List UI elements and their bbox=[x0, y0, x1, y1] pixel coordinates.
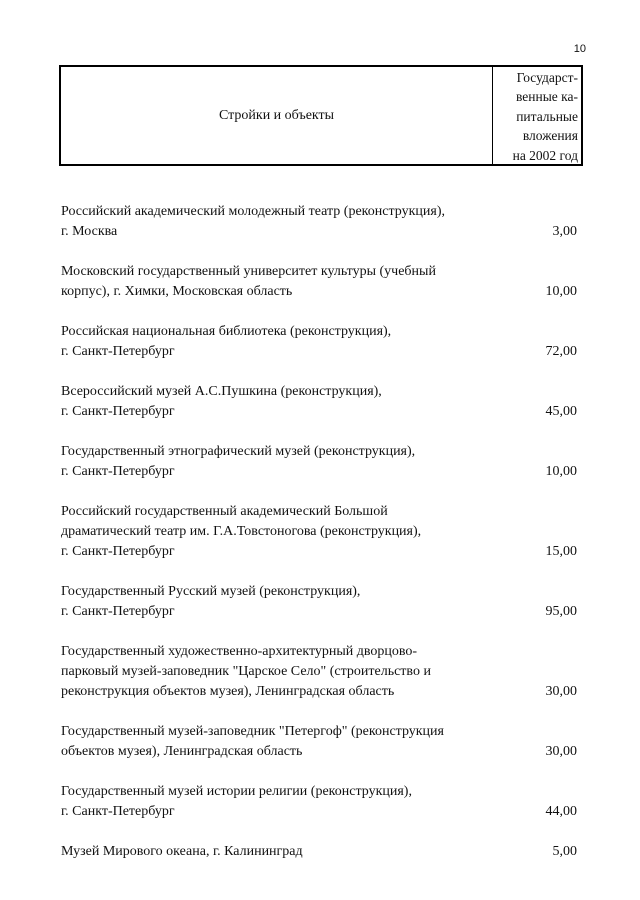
entry-title bbox=[61, 382, 581, 422]
entry-title-line: г. Москва bbox=[61, 224, 118, 239]
entry-title-line: г. Санкт-Петербург bbox=[61, 344, 175, 359]
entry-title-line: г. Санкт-Петербург bbox=[61, 464, 175, 479]
list-item bbox=[61, 782, 581, 822]
list-item bbox=[61, 842, 581, 862]
entry-title-line: Музей Мирового океана, г. Калининград bbox=[61, 844, 303, 859]
list-item bbox=[61, 582, 581, 622]
table-header bbox=[59, 65, 583, 166]
entry-title-line: драматический театр им. Г.А.Товстоногова (реконструкция), bbox=[61, 524, 422, 539]
entry-title-line: Российская национальная библиотека (реконструкция), bbox=[61, 324, 392, 339]
column-header-line: Государст- bbox=[516, 70, 578, 85]
entry-title-line: Российский академический молодежный театр (реконструкция), bbox=[61, 204, 445, 219]
entry-title bbox=[61, 502, 581, 562]
entry-title-line: Государственный этнографический музей (реконструкция), bbox=[61, 444, 416, 459]
list-item bbox=[61, 322, 581, 362]
column-header-objects: Стройки и объекты bbox=[218, 107, 335, 123]
entry-title-line: парковый музей-заповедник "Царское Село" (строительство и bbox=[61, 664, 431, 679]
entry-title bbox=[61, 262, 581, 302]
entry-title-line: Государственный музей истории религии (реконструкция), bbox=[61, 784, 412, 799]
entry-title-line: г. Санкт-Петербург bbox=[61, 544, 175, 559]
list-item bbox=[61, 382, 581, 422]
entry-title bbox=[61, 722, 581, 762]
entry-value: 5,00 bbox=[552, 844, 577, 859]
entry-title-line: объектов музея), Ленинградская область bbox=[61, 744, 303, 759]
entry-value: 45,00 bbox=[545, 404, 577, 419]
entry-title bbox=[61, 202, 581, 242]
entry-title-line: Государственный художественно-архитектурный дворцово- bbox=[61, 644, 418, 659]
column-header-line: венные ка- bbox=[515, 89, 578, 105]
entry-value: 10,00 bbox=[545, 284, 577, 299]
list-item bbox=[61, 722, 581, 762]
entry-title bbox=[61, 322, 581, 362]
entry-value: 72,00 bbox=[545, 344, 577, 359]
entry-title bbox=[61, 842, 581, 862]
entry-title-line: г. Санкт-Петербург bbox=[61, 804, 175, 819]
entry-value: 30,00 bbox=[545, 744, 577, 759]
entry-title-line: г. Санкт-Петербург bbox=[61, 404, 175, 419]
entry-title-line: корпус), г. Химки, Московская область bbox=[61, 284, 293, 299]
column-header-line: на 2002 год bbox=[512, 147, 578, 163]
entry-title-line: реконструкция объектов музея), Ленинградская область bbox=[61, 684, 395, 699]
entry-title-line: Российский государственный академический Большой bbox=[61, 504, 388, 519]
entry-value: 95,00 bbox=[545, 604, 577, 619]
entries-list bbox=[61, 202, 581, 862]
entry-title bbox=[61, 782, 581, 822]
entry-title bbox=[61, 442, 581, 482]
list-item bbox=[61, 202, 581, 242]
entry-value: 30,00 bbox=[545, 684, 577, 699]
page-number: 10 bbox=[573, 43, 586, 55]
entry-title-line: Всероссийский музей А.С.Пушкина (реконструкция), bbox=[61, 384, 382, 399]
entry-title-line: Московский государственный университет культуры (учебный bbox=[61, 264, 436, 279]
entry-title-line: Государственный Русский музей (реконструкция), bbox=[61, 584, 361, 599]
entry-value: 44,00 bbox=[545, 804, 577, 819]
entry-title-line: Государственный музей-заповедник "Петергоф" (реконструкция bbox=[61, 724, 444, 739]
entry-title bbox=[61, 582, 581, 622]
list-item bbox=[61, 442, 581, 482]
entry-title bbox=[61, 642, 581, 702]
column-header-line: питальные bbox=[516, 108, 578, 124]
list-item bbox=[61, 642, 581, 702]
column-header-line: вложения bbox=[522, 128, 578, 144]
entry-value: 10,00 bbox=[545, 464, 577, 479]
column-header-investments bbox=[492, 67, 581, 164]
entry-value: 3,00 bbox=[552, 224, 577, 239]
list-item bbox=[61, 262, 581, 302]
entry-title-line: г. Санкт-Петербург bbox=[61, 604, 175, 619]
entry-value: 15,00 bbox=[545, 544, 577, 559]
list-item bbox=[61, 502, 581, 562]
